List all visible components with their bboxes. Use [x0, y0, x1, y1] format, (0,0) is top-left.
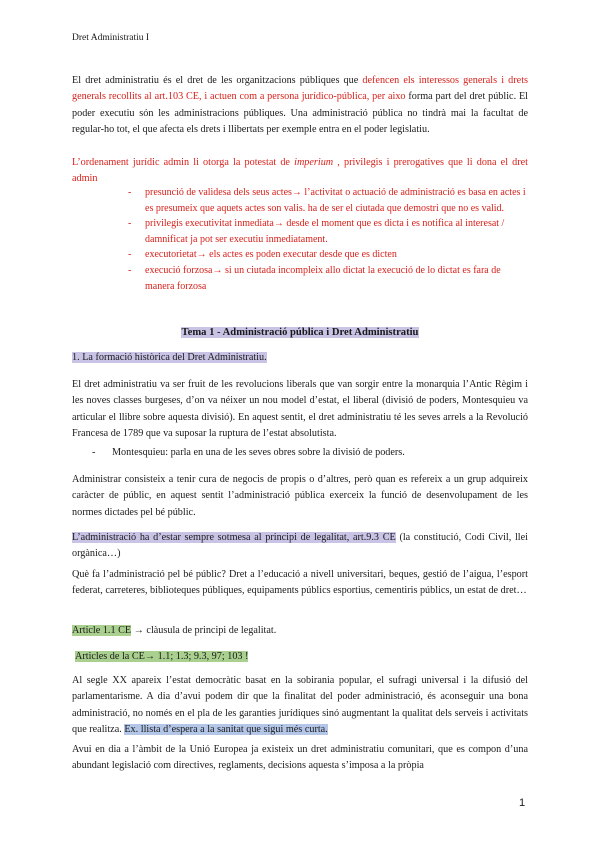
public-good-paragraph: Què fa l’administració pel bé públic? Dret a l’educació a nivell universitari, beques, gestió de l’aigua, l’esport federat, carreteres, biblioteques públiques, equipaments públics esportius, cementiris públics, un estat de dret…: [72, 569, 528, 597]
articles-list-paragraph: [75, 649, 531, 665]
section-title: [0, 327, 600, 338]
article-paragraph: [72, 623, 528, 639]
running-header: Dret Administratiu I: [72, 33, 150, 43]
list-item: - presunció de validesa dels seus actes→ l’activitat o actuació de administració es basa en actes i es presumeix que aquets actes son valis. ha de ser el ciutada que demostri que no es valid.: [128, 185, 528, 216]
list-item: - execució forzosa→ si un ciutada incompleix allo dictat la execució de lo dictat es fara de manera forzosa: [128, 263, 528, 294]
intro-text-b: forma part del dret públic. El poder executiu són les administracions públiques. Una administració pública no tindrà mai la facultat de regular-ho tot, el que afecta els drets i llibertats per exemple entra en el poder legislatiu.: [72, 91, 529, 136]
eu-paragraph: Avui en dia a l’àmbit de la Unió Europea ja existeix un dret administratiu comunitari, que es compon d’una abundant legislació com directives, reglaments, decisions aquesta s’imposa a la pròpia: [72, 744, 528, 772]
articles-highlight: Articles de la CE→ 1.1; 1.3; 9.3, 97; 103 !: [75, 651, 249, 662]
imperium-text-a: L’ordenament jurídic admin li otorga la potestat de: [72, 157, 295, 168]
legality-paragraph: [72, 530, 528, 563]
twentieth-text: Al segle XX apareix l’estat democràtic basat en la sobirania popular, el sufragi universal i la difusió del parlamentarisme. A dia d’avui podem dir que la finalitat del poder administració, és aconseguir una bona administració, no només en el pla de les garanties jurídiques sinó augmentant la qualitat dels serveis i activitats que realitza.: [72, 675, 528, 736]
imperium-word: imperium: [294, 157, 334, 168]
page-number: 1: [519, 797, 526, 809]
twentieth-highlight: Ex. llista d’espera a la sanitat que sigui més curta.: [124, 724, 328, 736]
intro-paragraph: [72, 73, 528, 139]
twentieth-century-paragraph: [72, 673, 528, 739]
administrar-paragraph: Administrar consisteix a tenir cura de negocis de propis o d’altres, però quan es refereix a un grup adquireix caràcter de públic, en aquest sentit l’administració pública exerceix la funció de desenvolupament de les normes dictades pel bé públic.: [72, 474, 528, 518]
list-item-text: Montesquieu: parla en una de les seves obres sobre la divisió de poders.: [112, 447, 405, 458]
privileges-list: [128, 185, 528, 294]
legality-highlight: L’administració ha d’estar sempre sotmesa al principi de legalitat, art.9.3 CE: [72, 532, 396, 543]
history-paragraph: El dret administratiu va ser fruit de les revolucions liberals que van sorgir entre la monarquia l’Antic Règim i les noves classes burgeses, d’on va néixer un nou model d’estat, el liberal (divisió de poders, Montesquieu va articular el llibre sobre aquesta divisió). En aquest sentit, el dret administratiu té les seves arrels a la Revolució Francesa de 1789 que va suposar la ruptura de l’estat absolutista.: [72, 379, 528, 440]
list-item: - executorietat→ els actes es poden executar desde que es dicten: [128, 247, 528, 263]
list-item: - privilegis executivitat inmediata→ desde el moment que es dicta i es notifica al interesat / damnificat ja pot ser executiu inmediatament.: [128, 216, 528, 247]
dash-marker: -: [92, 447, 96, 458]
subheading: [72, 350, 528, 366]
article-highlight: Article 1.1 CE: [72, 625, 132, 636]
legality-rest: (la constitució, Codi Civil, llei orgànica…): [72, 532, 528, 560]
imperium-paragraph: [72, 155, 528, 188]
article-rest: → clàusula de principi de legalitat.: [131, 625, 277, 636]
imperium-text-b: , privilegis i prerogatives que li dona el dret admin: [72, 157, 529, 185]
list-item: [92, 445, 405, 461]
intro-text-red: defencen els interessos generals i drets generals recollits al art.103 CE, i actuen com a persona jurídico-pública, per aixo: [72, 75, 528, 103]
section-title-text: Tema 1 - Administració pública i Dret Administratiu: [181, 327, 419, 338]
intro-text-a: El dret administratiu és el dret de les organitzacions públiques que: [72, 75, 363, 86]
subheading-text: 1. La formació històrica del Dret Administratiu.: [72, 352, 267, 363]
